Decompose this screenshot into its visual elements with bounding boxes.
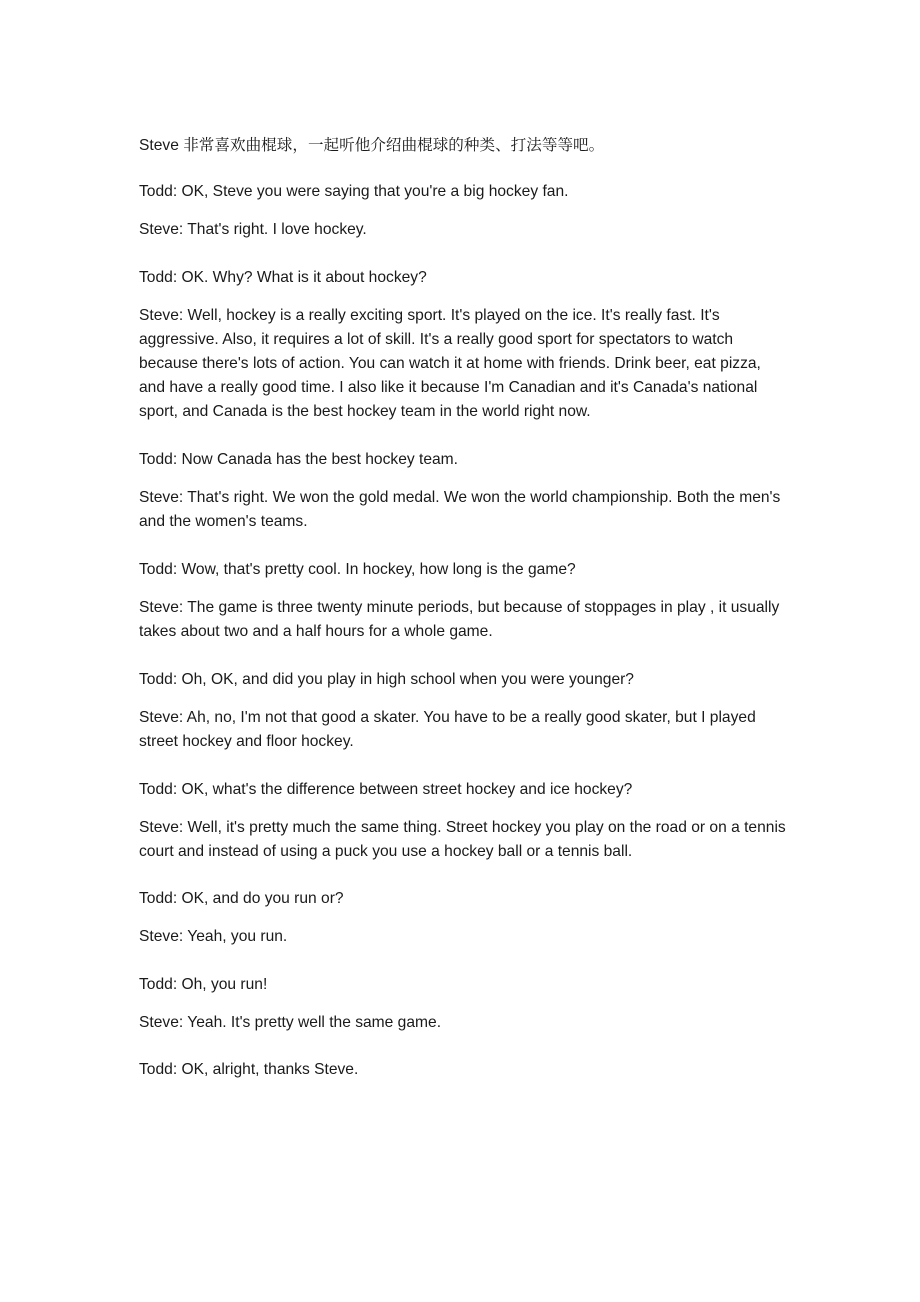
dialogue-line-todd: Todd: OK, alright, thanks Steve. — [139, 1061, 359, 1078]
dialogue-line-steve: Steve: The game is three twenty minute periods, but because of stoppages in play , it usually takes about two and a half hours for a whole game. — [139, 599, 780, 640]
dialogue-line-todd: Todd: Oh, you run! — [139, 976, 268, 993]
dialogue-line-todd: Todd: OK, what's the difference between street hockey and ice hockey? — [139, 781, 633, 798]
dialogue-line-steve: Steve: Well, it's pretty much the same thing. Street hockey you play on the road or on a tennis court and instead of using a puck you use a hockey ball or a tennis ball. — [139, 819, 786, 860]
dialogue-line-steve: Steve: Yeah. It's pretty well the same game. — [139, 1014, 442, 1031]
dialogue-line-steve: Steve: Yeah, you run. — [139, 928, 288, 945]
dialogue-line-todd: Todd: Wow, that's pretty cool. In hockey, how long is the game? — [139, 561, 576, 578]
dialogue-line-todd: Todd: Now Canada has the best hockey team. — [139, 451, 458, 468]
dialogue-line-todd: Todd: Oh, OK, and did you play in high school when you were younger? — [139, 671, 634, 688]
dialogue-line-steve: Steve: Well, hockey is a really exciting sport. It's played on the ice. It's really fast. It's aggressive. Also, it requires a lot of skill. It's a really good sport for spectators to watch because there's lots of action. You can watch it at home with friends. Drink beer, eat pizza, and have a really good time. I also like it because I'm Canadian and it's Canada's national sport, and Canada is the best hockey team in the world right now. — [139, 307, 761, 420]
dialogue-line-todd: Todd: OK, Steve you were saying that you're a big hockey fan. — [139, 183, 569, 200]
dialogue-line-steve: Steve: Ah, no, I'm not that good a skater. You have to be a really good skater, but I played street hockey and floor hockey. — [139, 709, 756, 750]
dialogue-line-todd: Todd: OK, and do you run or? — [139, 890, 344, 907]
dialogue-line-steve: Steve: That's right. I love hockey. — [139, 221, 367, 238]
intro-paragraph: Steve 非常喜欢曲棍球，一起听他介绍曲棍球的种类、打法等等吧。 — [139, 137, 605, 154]
dialogue-line-todd: Todd: OK. Why? What is it about hockey? — [139, 269, 427, 286]
dialogue-line-steve: Steve: That's right. We won the gold medal. We won the world championship. Both the men's and the women's teams. — [139, 489, 781, 530]
